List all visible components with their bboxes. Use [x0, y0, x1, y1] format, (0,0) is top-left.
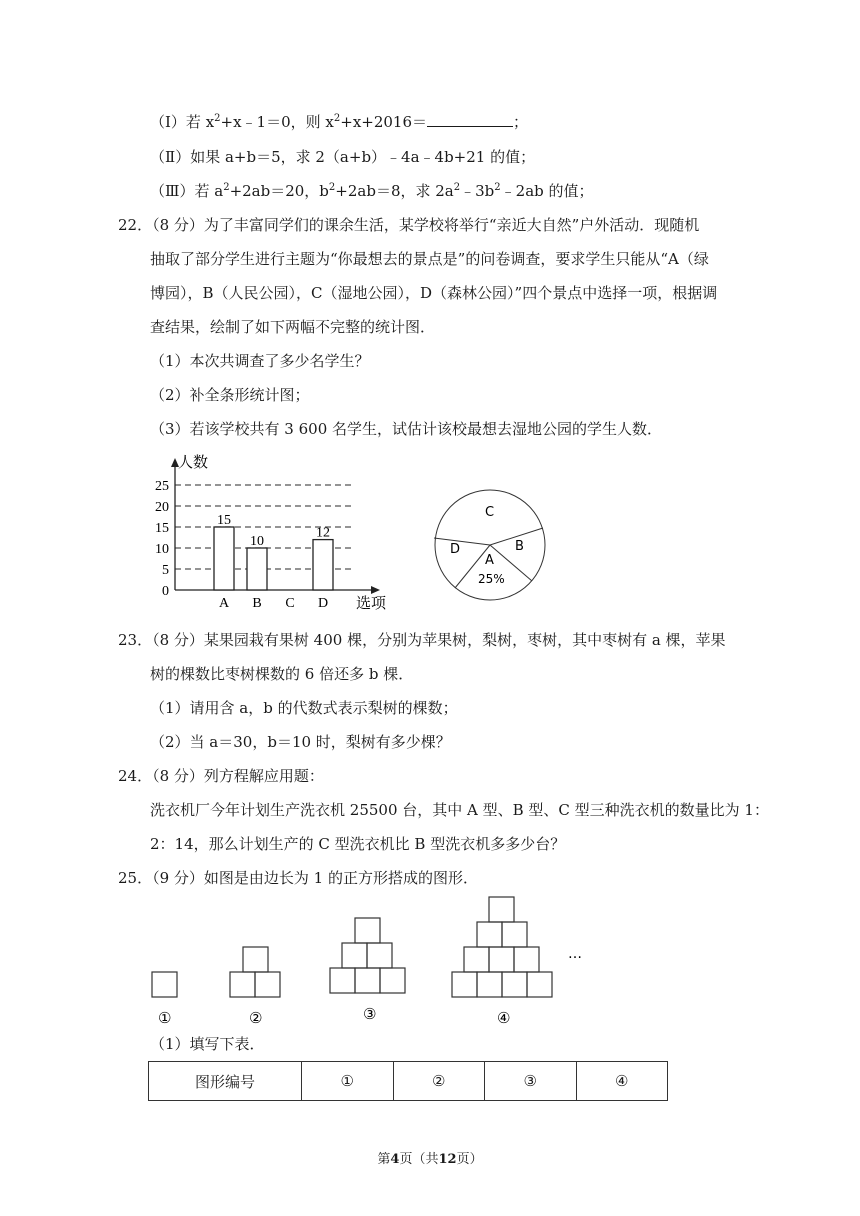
figure-label-2: ②	[249, 1009, 263, 1027]
x-axis-arrow	[371, 586, 380, 594]
bar-chart	[140, 450, 400, 615]
bar-data-label-D: 12	[316, 525, 330, 541]
pie-chart	[425, 480, 555, 610]
y-tick-label: 0	[162, 584, 169, 599]
x-tick-label: A	[218, 596, 230, 611]
q21-part1: （Ⅰ）若 $x^2+x﹣1=0$，则 $x^2+x+2016=$ ；	[150, 113, 529, 131]
pie-slice-label-a: 25%	[478, 572, 505, 586]
page-total: 12	[438, 1152, 457, 1167]
bar-D	[313, 540, 333, 590]
y-tick-label: 25	[155, 479, 169, 494]
q25-line1: 25．（9 分）如图是由边长为 1 的正方形搭成的图形．	[118, 869, 478, 887]
figure-4	[452, 897, 552, 997]
bar-ylabel: 人数	[178, 455, 209, 471]
bar-yticks	[155, 479, 169, 599]
q22-sub3: （3）若该学校共有 3 600 名学生，试估计该校最想去湿地公园的学生人数．	[150, 420, 663, 438]
table-cell: ③	[485, 1062, 577, 1101]
bar-xlabel: 选项	[356, 596, 387, 612]
q25-sub1: （1）填写下表．	[150, 1035, 265, 1053]
table-row	[149, 1062, 668, 1101]
pie-label-d: D	[450, 542, 461, 557]
y-tick-label: 20	[155, 500, 169, 515]
figure-3	[330, 918, 405, 993]
table-cell: ①	[302, 1062, 394, 1101]
bar-marks	[214, 513, 333, 590]
page-number: 4	[390, 1152, 400, 1167]
table-header-cell: 图形编号	[149, 1062, 302, 1101]
bar-xticks	[219, 596, 328, 611]
bar-A	[214, 527, 234, 590]
figure-2	[230, 947, 280, 997]
y-tick-label: 15	[155, 521, 169, 536]
figure-label-3: ③	[363, 1005, 377, 1023]
q23-line1: 23．（8 分）某果园栽有果树 400 棵，分别为苹果树，梨树，枣树，其中枣树有 a 棵，苹果	[118, 631, 726, 649]
q23-line2: 树的棵数比枣树棵数的 6 倍还多 b 棵．	[150, 665, 414, 683]
q24-line3: 2：14，那么计划生产的 C 型洗衣机比 B 型洗衣机多多少台？	[150, 835, 566, 853]
q23-sub2: （2）当 a＝30，b＝10 时，梨树有多少棵？	[150, 733, 451, 751]
pie-divider-d-c	[434, 538, 490, 545]
table-cell: ④	[576, 1062, 668, 1101]
q22-line2: 抽取了部分学生进行主题为“你最想去的景点是”的问卷调查，要求学生只能从“A（绿	[150, 250, 709, 268]
figure-ellipsis: …	[568, 946, 582, 962]
q23-sub1: （1）请用含 a，b 的代数式表示梨树的棵数；	[150, 699, 458, 717]
pie-label-b: B	[515, 539, 524, 554]
x-tick-label: D	[317, 596, 329, 611]
x-tick-label: B	[252, 596, 262, 611]
q22-line1: 22．（8 分）为了丰富同学们的课余生活，某学校将举行“亲近大自然”户外活动．现随机	[118, 216, 700, 234]
bar-axes	[171, 458, 380, 594]
q21-part3: （Ⅲ）若 $a^2+2ab=20$，$b^2+2ab=8$，求 $2a^2﹣3b^2﹣2ab$ 的值；	[150, 182, 594, 200]
page-footer: 第4页（共12页）	[377, 1152, 483, 1167]
answer-blank	[427, 112, 513, 127]
q22-line4: 查结果，绘制了如下两幅不完整的统计图．	[150, 318, 436, 336]
figure-label-1: ①	[158, 1009, 172, 1027]
bar-B	[247, 548, 267, 590]
q22-line3: 博园），B（人民公园），C（湿地公园），D（森林公园）”四个景点中选择一项，根据调	[150, 284, 718, 302]
bar-data-label-A: 15	[217, 513, 231, 528]
q22-sub2: （2）补全条形统计图；	[150, 386, 310, 404]
q22-sub1: （1）本次共调查了多少名学生？	[150, 352, 370, 370]
table-cell: ②	[393, 1062, 485, 1101]
square-pyramid-figures	[140, 890, 600, 1035]
figure-table	[148, 1061, 668, 1101]
y-tick-label: 10	[155, 542, 169, 557]
q24-line1: 24．（8 分）列方程解应用题：	[118, 767, 324, 785]
q24-line2: 洗衣机厂今年计划生产洗衣机 25500 台，其中 A 型、B 型、C 型三种洗衣机的数量比为 1：	[150, 801, 769, 819]
pie-label-c: C	[485, 505, 495, 520]
figure-1	[152, 972, 177, 997]
bar-data-label-B: 10	[250, 534, 264, 549]
figure-label-4: ④	[497, 1009, 511, 1027]
q21-part2: （Ⅱ）如果 a+b＝5，求 2（a+b）﹣4a﹣4b+21 的值；	[150, 148, 536, 166]
pie-label-a: A	[485, 553, 494, 568]
x-tick-label: C	[285, 596, 295, 611]
y-tick-label: 5	[162, 563, 169, 578]
